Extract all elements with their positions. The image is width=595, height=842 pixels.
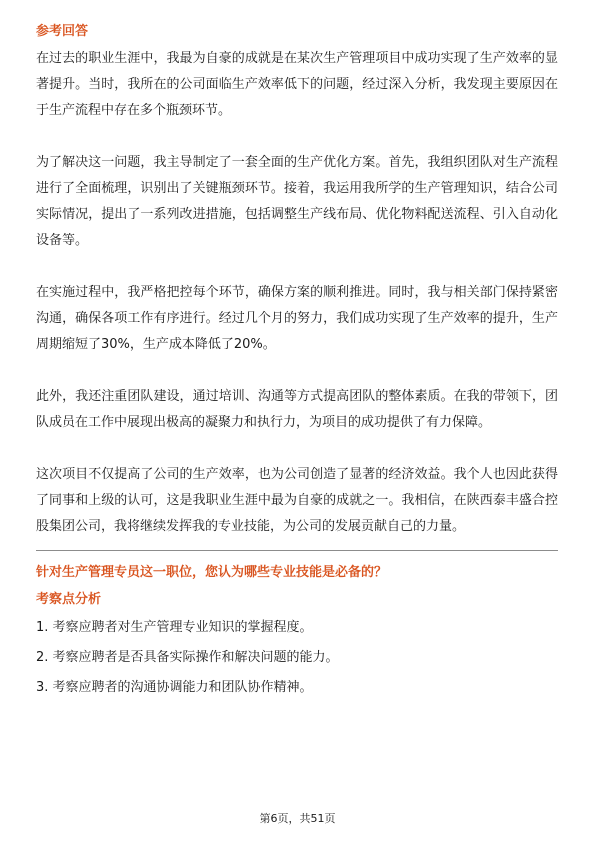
section-divider (36, 550, 558, 551)
answer-paragraph-5: 这次项目不仅提高了公司的生产效率，也为公司创造了显著的经济效益。我个人也因此获得了同事和上级的认可，这是我职业生涯中最为自豪的成就之一。我相信，在陕西泰丰盛合控股集团公司，我将继续发挥我的专业技能，为公司的发展贡献自己的力量。 (36, 467, 558, 534)
page-number: 第6页，共51页 (259, 812, 336, 825)
interview-question: 针对生产管理专员这一职位，您认为哪些专业技能是必备的？ (36, 565, 388, 580)
analysis-point-1: 1. 考察应聘者对生产管理专业知识的掌握程度。 (36, 620, 313, 635)
answer-paragraph-4: 此外，我还注重团队建设，通过培训、沟通等方式提高团队的整体素质。在我的带领下，团队成员在工作中展现出极高的凝聚力和执行力，为项目的成功提供了有力保障。 (36, 389, 558, 430)
analysis-point-3: 3. 考察应聘者的沟通协调能力和团队协作精神。 (36, 680, 313, 695)
analysis-heading: 考察点分析 (36, 592, 102, 607)
answer-paragraph-3: 在实施过程中，我严格把控每个环节，确保方案的顺利推进。同时，我与相关部门保持紧密沟通，确保各项工作有序进行。经过几个月的努力，我们成功实现了生产效率的提升，生产周期缩短了30%，生产成本降低了20%。 (36, 285, 558, 352)
document-page (36, 22, 558, 703)
answer-paragraph-1: 在过去的职业生涯中，我最为自豪的成就是在某次生产管理项目中成功实现了生产效率的显著提升。当时，我所在的公司面临生产效率低下的问题，经过深入分析，我发现主要原因在于生产流程中存在多个瓶颈环节。 (36, 51, 558, 118)
reference-answer-heading: 参考回答 (36, 24, 89, 39)
answer-paragraph-2: 为了解决这一问题，我主导制定了一套全面的生产优化方案。首先，我组织团队对生产流程进行了全面梳理，识别出了关键瓶颈环节。接着，我运用我所学的生产管理知识，结合公司实际情况，提出了一系列改进措施，包括调整生产线布局、优化物料配送流程、引入自动化设备等。 (36, 155, 558, 248)
analysis-point-2: 2. 考察应聘者是否具备实际操作和解决问题的能力。 (36, 650, 339, 665)
